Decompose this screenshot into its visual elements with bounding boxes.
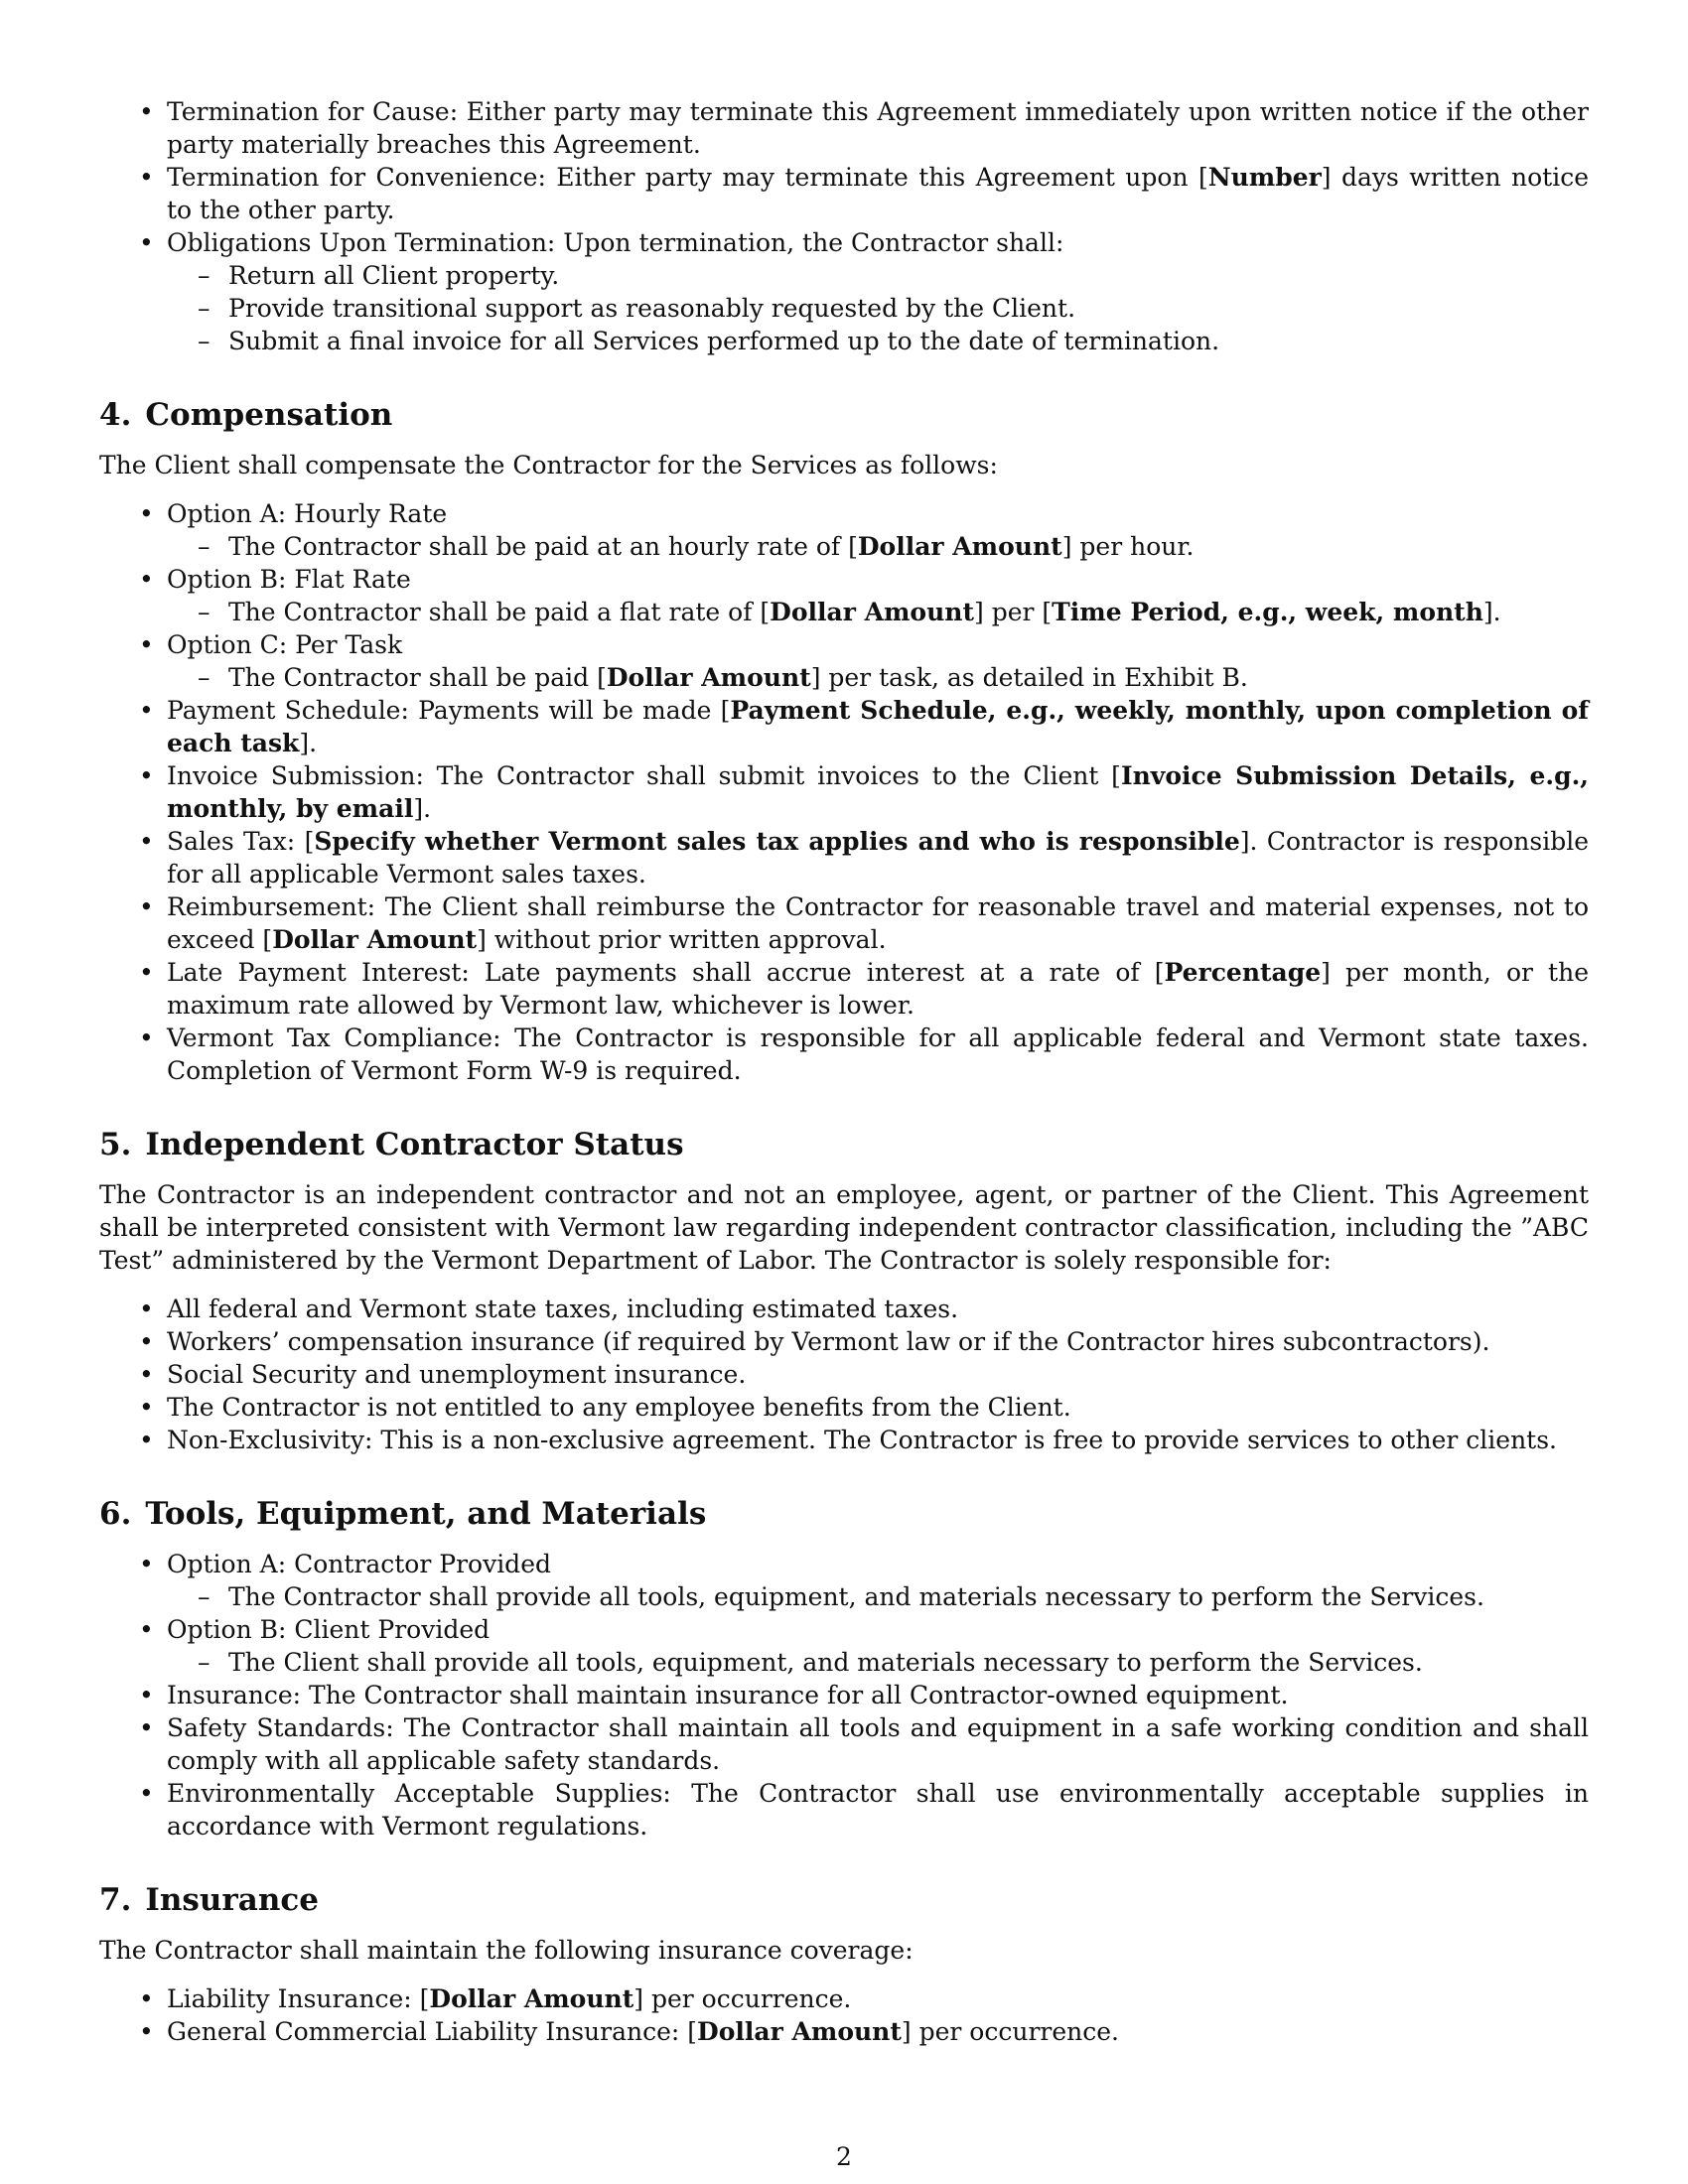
list-item: • Option A: Hourly Rate – The Contractor shall be paid at an hourly rate of [Dollar Amount] per hour. — [167, 497, 1589, 563]
contractor-responsibilities-list — [167, 1293, 1589, 1456]
list-item: • Vermont Tax Compliance: The Contractor is responsible for all applicable federal and Vermont state taxes. Completion of Vermont Form W-9 is required. — [167, 1022, 1589, 1087]
list-item: • Termination for Cause: Either party may terminate this Agreement immediately upon written notice if the other party materially breaches this Agreement. — [167, 95, 1589, 161]
tools-list — [167, 1548, 1589, 1843]
section-heading-tools: 6. Tools, Equipment, and Materials — [99, 1496, 707, 1532]
list-item: • Workers’ compensation insurance (if required by Vermont law or if the Contractor hires subcontractors). — [167, 1325, 1589, 1358]
list-item: • The Contractor is not entitled to any employee benefits from the Client. — [167, 1391, 1589, 1424]
list-item: – The Contractor shall be paid a flat rate of [Dollar Amount] per [Time Period, e.g., week, month]. — [228, 596, 1589, 628]
section-intro: The Client shall compensate the Contractor for the Services as follows: — [99, 451, 998, 479]
section-heading-compensation: 4. Compensation — [99, 397, 393, 433]
list-item: • Late Payment Interest: Late payments shall accrue interest at a rate of [Percentage] per month, or the maximum rate allowed by Vermont law, whichever is lower. — [167, 956, 1589, 1022]
section-heading-independent-contractor: 5. Independent Contractor Status — [99, 1127, 684, 1162]
list-item: • Non-Exclusivity: This is a non-exclusive agreement. The Contractor is free to provide services to other clients. — [167, 1424, 1589, 1456]
list-item: • Termination for Convenience: Either party may terminate this Agreement upon [Number] days written notice to the other party. — [167, 161, 1589, 226]
page-number: 2 — [836, 2142, 852, 2171]
list-item: – Provide transitional support as reasonably requested by the Client. — [228, 292, 1589, 325]
list-item: • Liability Insurance: [Dollar Amount] per occurrence. — [167, 1982, 1589, 2015]
list-item: • Sales Tax: [Specify whether Vermont sales tax applies and who is responsible]. Contractor is responsible for all applicable Vermont sales taxes. — [167, 825, 1589, 890]
list-item: • All federal and Vermont state taxes, including estimated taxes. — [167, 1293, 1589, 1325]
section-intro: The Contractor shall maintain the following insurance coverage: — [99, 1936, 914, 1965]
termination-sublist — [228, 259, 1589, 357]
list-item: – The Contractor shall be paid [Dollar Amount] per task, as detailed in Exhibit B. — [228, 661, 1589, 694]
document-page — [99, 95, 1589, 2048]
termination-list — [167, 95, 1589, 357]
list-item: • Payment Schedule: Payments will be made [Payment Schedule, e.g., weekly, monthly, upon completion of each task]. — [167, 694, 1589, 759]
list-item: – Return all Client property. — [228, 259, 1589, 292]
insurance-list — [167, 1982, 1589, 2048]
list-item: • Social Security and unemployment insurance. — [167, 1358, 1589, 1391]
compensation-list — [167, 497, 1589, 1087]
list-item: • Option A: Contractor Provided – The Contractor shall provide all tools, equipment, and materials necessary to perform the Services. — [167, 1548, 1589, 1613]
list-item: • Option C: Per Task – The Contractor shall be paid [Dollar Amount] per task, as detailed in Exhibit B. — [167, 628, 1589, 694]
list-item: • Invoice Submission: The Contractor shall submit invoices to the Client [Invoice Submission Details, e.g., monthly, by email]. — [167, 759, 1589, 825]
list-item: • Environmentally Acceptable Supplies: The Contractor shall use environmentally acceptable supplies in accordance with Vermont regulations. — [167, 1777, 1589, 1843]
list-item: – The Client shall provide all tools, equipment, and materials necessary to perform the Services. — [228, 1646, 1589, 1679]
list-item: • Option B: Flat Rate – The Contractor shall be paid a flat rate of [Dollar Amount] per [Time Period, e.g., week, month]. — [167, 563, 1589, 628]
section-heading-insurance: 7. Insurance — [99, 1882, 319, 1918]
list-item: • Reimbursement: The Client shall reimburse the Contractor for reasonable travel and material expenses, not to exceed [Dollar Amount] without prior written approval. — [167, 890, 1589, 956]
list-item: • Insurance: The Contractor shall maintain insurance for all Contractor-owned equipment. — [167, 1679, 1589, 1711]
list-item: • General Commercial Liability Insurance: [Dollar Amount] per occurrence. — [167, 2015, 1589, 2048]
list-item: • Safety Standards: The Contractor shall maintain all tools and equipment in a safe working condition and shall comply with all applicable safety standards. — [167, 1711, 1589, 1777]
list-item: • Obligations Upon Termination: Upon termination, the Contractor shall: – Return all Client property. – Provide transitional support as reasonably requested by the Client. – Submit a final invoice for all Services performed up to the date of termination. — [167, 226, 1589, 357]
section-intro: The Contractor is an independent contractor and not an employee, agent, or partner of the Client. This Agreement shall be interpreted consistent with Vermont law regarding independent contractor classification, including the ”ABC Test” administered by the Vermont Department of Labor. The Contractor is solely responsible for: — [99, 1180, 1589, 1275]
list-item: – The Contractor shall provide all tools, equipment, and materials necessary to perform the Services. — [228, 1580, 1589, 1613]
list-item: – The Contractor shall be paid at an hourly rate of [Dollar Amount] per hour. — [228, 530, 1589, 563]
list-item: – Submit a final invoice for all Services performed up to the date of termination. — [228, 325, 1589, 357]
list-item: • Option B: Client Provided – The Client shall provide all tools, equipment, and materials necessary to perform the Services. — [167, 1613, 1589, 1679]
